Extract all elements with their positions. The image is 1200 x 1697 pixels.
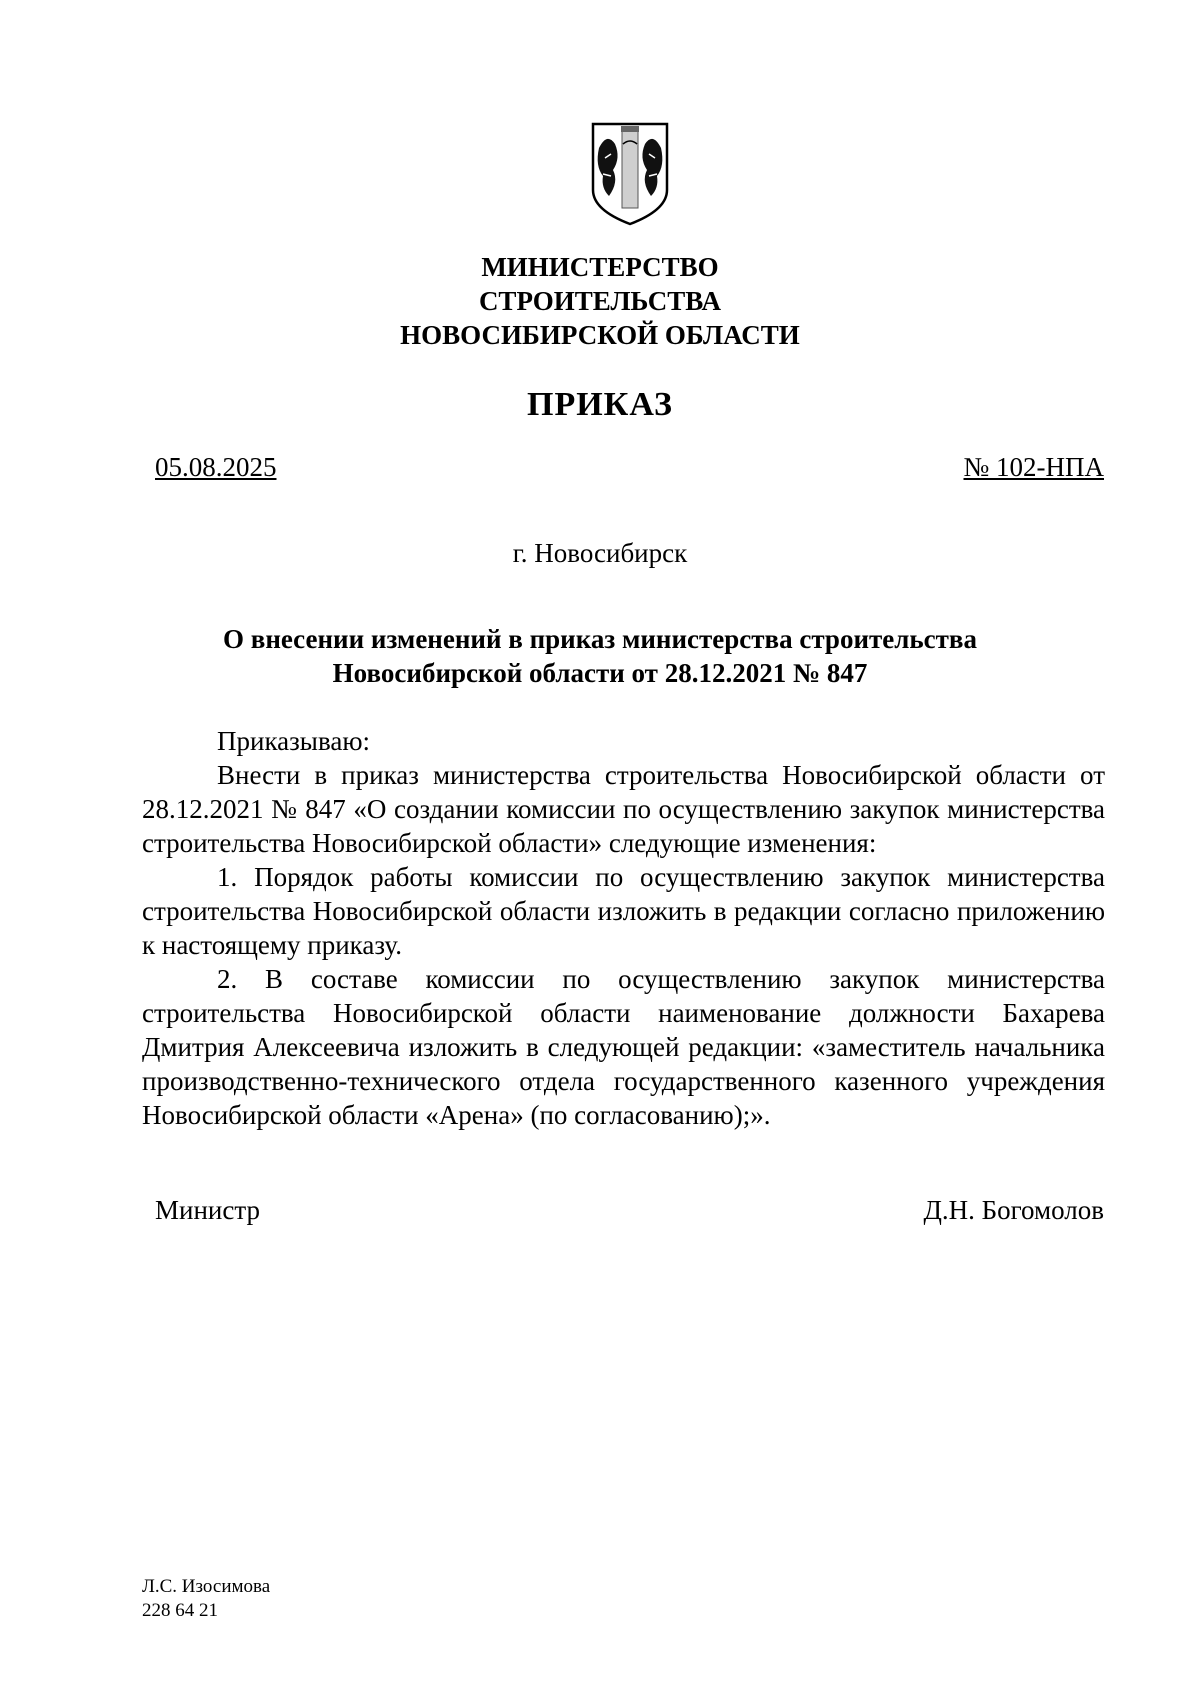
order-title bbox=[0, 622, 1200, 690]
ministry-name bbox=[0, 250, 1200, 352]
document-type-heading: ПРИКАЗ bbox=[527, 386, 673, 423]
body-paragraph-1: Приказываю: bbox=[217, 726, 370, 756]
executor-info bbox=[142, 1575, 270, 1623]
order-title-line-1: О внесении изменений в приказ министерства строительства bbox=[222, 624, 978, 654]
city: г. Новосибирск bbox=[512, 538, 688, 568]
executor-name: Л.С. Изосимова bbox=[142, 1576, 271, 1597]
order-number: № 102-НПА bbox=[963, 452, 1104, 482]
order-date: 05.08.2025 bbox=[155, 452, 277, 482]
ministry-line-2: СТРОИТЕЛЬСТВА bbox=[478, 286, 722, 316]
signer-role: Министр bbox=[155, 1195, 260, 1225]
executor-phone: 228 64 21 bbox=[142, 1600, 218, 1621]
body-paragraph-3: 1. Порядок работы комиссии по осуществлению закупок министерства строительства Новосибирской области изложить в редакции согласно приложению к настоящему приказу. bbox=[142, 862, 1105, 960]
order-body bbox=[142, 724, 1105, 1132]
signer-name: Д.Н. Богомолов bbox=[923, 1195, 1104, 1225]
ministry-line-3: НОВОСИБИРСКОЙ ОБЛАСТИ bbox=[400, 320, 800, 350]
ministry-line-1: МИНИСТЕРСТВО bbox=[481, 252, 719, 282]
coat-of-arms-icon bbox=[585, 118, 675, 228]
body-paragraph-4: 2. В составе комиссии по осуществлению закупок министерства строительства Новосибирской области наименование должности Бахарева Дмитрия Алексеевича изложить в следующей редакции: «заместитель начальника производственно-технического отдела государственного казенного учреждения Новосибирской области «Арена» (по согласованию);». bbox=[142, 964, 1105, 1130]
body-paragraph-2: Внести в приказ министерства строительства Новосибирской области от 28.12.2021 № 847 «О создании комиссии по осуществлению закупок министерства строительства Новосибирской области» следующие изменения: bbox=[142, 760, 1105, 858]
order-title-line-2: Новосибирской области от 28.12.2021 № 847 bbox=[332, 658, 868, 688]
